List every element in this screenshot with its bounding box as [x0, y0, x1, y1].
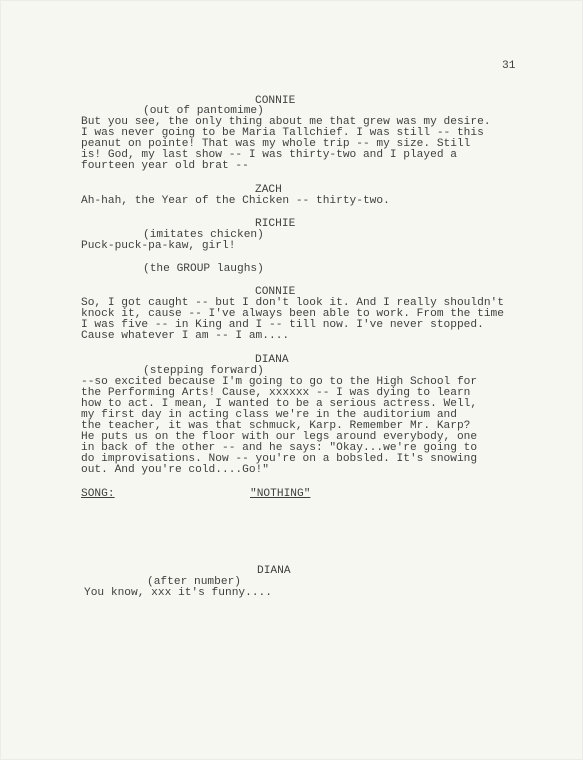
dialogue-line: You know, xxx it's funny....	[84, 587, 272, 599]
speaker-diana: DIANA	[255, 354, 289, 366]
speaker-connie: CONNIE	[255, 95, 296, 107]
song-title: "NOTHING"	[250, 488, 311, 500]
stage-direction: (after number)	[147, 576, 241, 588]
dialogue-line: how to act. I mean, I wanted to be a serious actress. Well,	[81, 398, 478, 410]
speaker-richie: RICHIE	[255, 218, 296, 230]
speaker-connie: CONNIE	[255, 286, 296, 298]
stage-direction: (imitates chicken)	[143, 229, 264, 241]
page-number: 31	[502, 60, 516, 72]
speaker-zach: ZACH	[255, 184, 282, 196]
dialogue-line: But you see, the only thing about me that grew was my desire.	[81, 116, 491, 128]
dialogue-line: do improvisations. Now -- you're on a bobsled. It's snowing	[81, 453, 478, 465]
dialogue-line: peanut on pointe! That was my whole trip -- my size. Still	[81, 138, 471, 150]
dialogue-line: the teacher, it was that schmuck, Karp. Remember Mr. Karp?	[81, 420, 471, 432]
dialogue-line: I was five -- in King and I -- till now. I've never stopped.	[81, 319, 484, 331]
stage-direction: (stepping forward)	[143, 365, 264, 377]
dialogue-line: my first day in acting class we're in the auditorium and	[81, 409, 457, 421]
dialogue-line: fourteen year old brat --	[81, 160, 249, 172]
dialogue-line: I was never going to be Maria Tallchief. I was still -- this	[81, 127, 484, 139]
speaker-diana: DIANA	[257, 565, 291, 577]
stage-direction: (out of pantomime)	[143, 105, 264, 117]
dialogue-line: knock it, cause -- I've always been able to work. From the time	[81, 308, 504, 320]
dialogue-line: He puts us on the floor with our legs around everybody, one	[81, 431, 478, 443]
song-label: SONG:	[81, 488, 115, 500]
dialogue-line: So, I got caught -- but I don't look it. And I really shouldn't	[81, 297, 504, 309]
dialogue-line: out. And you're cold....Go!"	[81, 464, 269, 476]
dialogue-line: Puck-puck-pa-kaw, girl!	[81, 240, 236, 252]
stage-direction: (the GROUP laughs)	[143, 263, 264, 275]
dialogue-line: Cause whatever I am -- I am....	[81, 330, 290, 342]
dialogue-line: is! God, my last show -- I was thirty-two and I played a	[81, 149, 457, 161]
dialogue-line: --so excited because I'm going to go to the High School for	[81, 376, 478, 388]
dialogue-line: Ah-hah, the Year of the Chicken -- thirty-two.	[81, 195, 390, 207]
dialogue-line: in back of the other -- and he says: "Okay...we're going to	[81, 442, 478, 454]
dialogue-line: the Performing Arts! Cause, xxxxxx -- I was dying to learn	[81, 387, 471, 399]
